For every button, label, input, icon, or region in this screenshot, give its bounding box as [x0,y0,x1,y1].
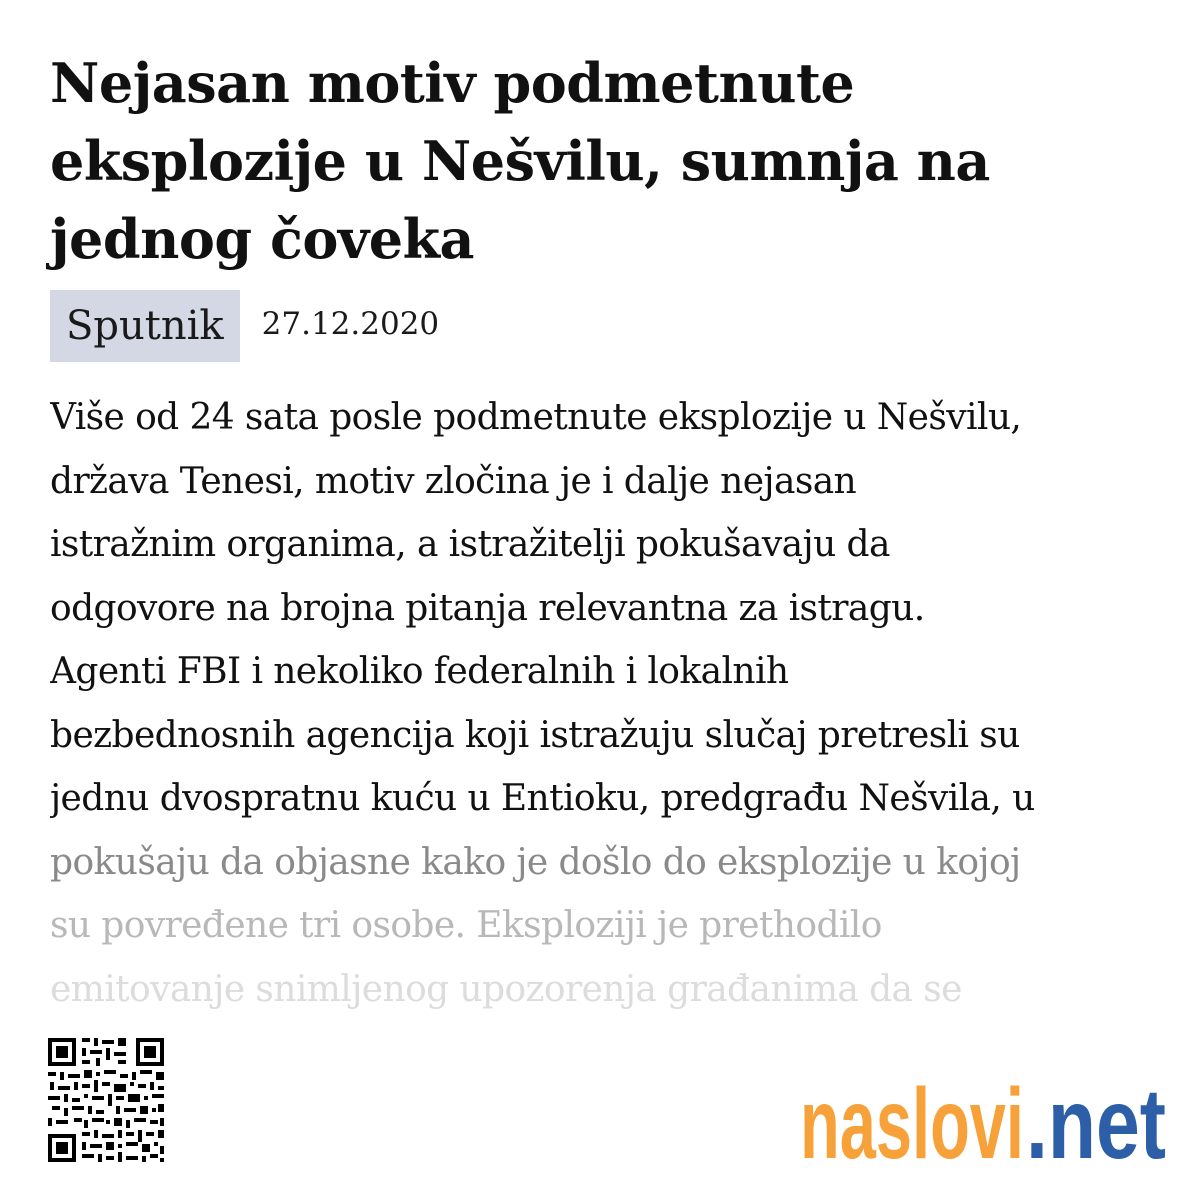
body-line: istražnim organima, a istražitelji pokušavaju da [50,524,890,565]
body-line: su povređene tri osobe. Eksploziji je prethodilo [50,905,882,946]
article-headline: Nejasan motiv podmetnute eksplozije u Nešvilu, sumnja na jednog čoveka [50,51,990,271]
qr-code-icon [46,1036,166,1164]
source-badge[interactable]: Sputnik [50,290,240,362]
body-line: bezbednosnih agencija koji istražuju slučaj pretresli su [50,714,1020,756]
body-line: Agenti FBI i nekoliko federalnih i lokalnih [50,651,789,692]
body-line: emitovanje snimljenog upozorenja građanima da se [50,968,962,1010]
body-line: odgovore na brojna pitanja relevantna za istragu. [50,587,925,629]
logo-part1: naslovi [800,1068,1024,1172]
publish-date: 27.12.2020 [261,306,440,342]
article-body [50,386,1160,1010]
body-line: pokušaju da objasne kako je došlo do eksplozije u kojoj [50,841,1021,883]
body-line: Više od 24 sata posle podmetnute eksplozije u Nešvilu, [50,397,1022,438]
naslovi-net-logo[interactable] [798,1062,1170,1172]
logo-part2: .net [1026,1068,1166,1172]
article-meta [50,290,439,362]
body-line: jednu dvospratnu kuću u Entioku, predgrađu Nešvila, u [50,778,1035,819]
body-line: država Tenesi, motiv zločina je i dalje nejasan [50,460,857,502]
